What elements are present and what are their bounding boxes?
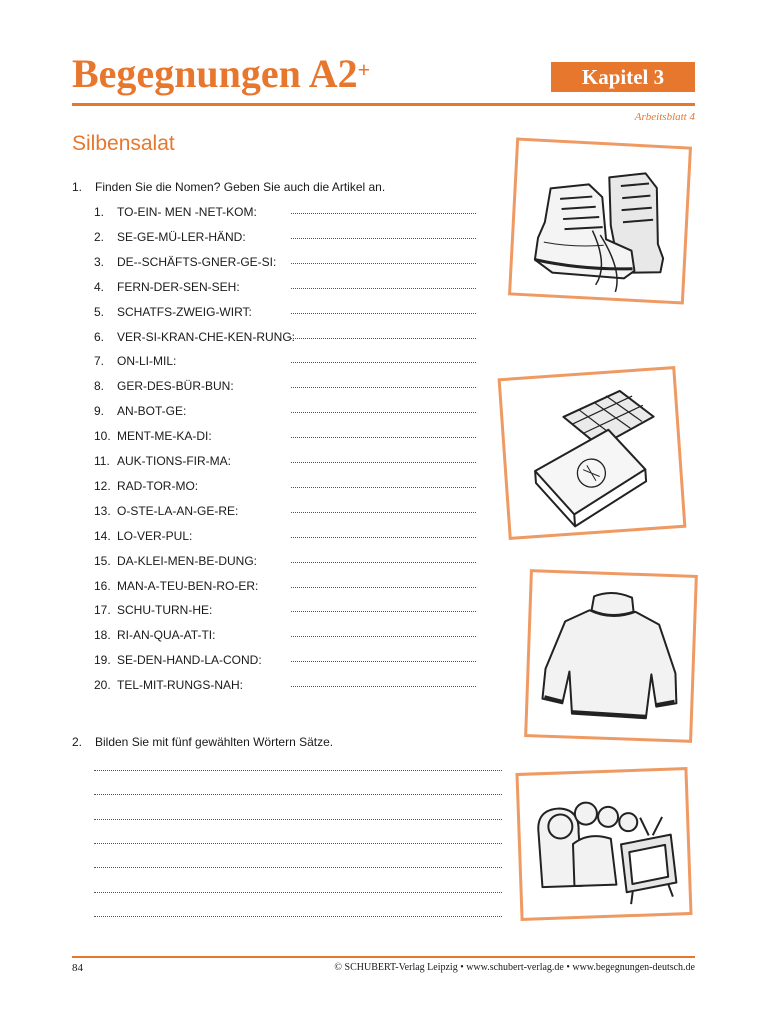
list-item <box>94 503 238 519</box>
sweater-illustration <box>527 572 695 740</box>
list-item <box>94 329 295 345</box>
list-item <box>94 652 262 668</box>
list-item <box>94 254 276 270</box>
item-syllables: AN-BOT-GE: <box>117 404 187 419</box>
answer-line[interactable] <box>291 313 476 314</box>
item-syllables: LO-VER-PUL: <box>117 528 193 543</box>
list-item <box>94 478 198 494</box>
list-item <box>94 453 231 469</box>
answer-line[interactable] <box>291 213 476 214</box>
task-2-instruction <box>72 735 333 749</box>
item-number: 7. <box>94 354 105 369</box>
item-number: 4. <box>94 279 105 294</box>
item-number: 12. <box>94 478 111 493</box>
shoes-illustration <box>511 141 689 302</box>
item-number: 6. <box>94 329 105 344</box>
answer-line[interactable] <box>291 636 476 637</box>
answer-line[interactable] <box>291 462 476 463</box>
item-syllables: SE-DEN-HAND-LA-COND: <box>117 653 262 668</box>
item-number: 3. <box>94 254 105 269</box>
answer-line[interactable] <box>291 512 476 513</box>
item-syllables: TEL-MIT-RUNGS-NAH: <box>117 678 243 693</box>
shoes-frame <box>508 138 692 305</box>
item-number: 19. <box>94 653 111 668</box>
item-syllables: DE--SCHÄFTS-GNER-GE-SI: <box>117 254 277 269</box>
worksheet-label: Arbeitsblatt 4 <box>634 111 695 123</box>
list-item <box>94 627 215 643</box>
list-item <box>94 602 212 618</box>
item-syllables: VER-SI-KRAN-CHE-KEN-RUNG: <box>117 329 296 344</box>
answer-line[interactable] <box>291 338 476 339</box>
writing-line[interactable] <box>94 819 502 820</box>
list-item <box>94 403 186 419</box>
item-number: 8. <box>94 379 105 394</box>
item-number: 17. <box>94 603 111 618</box>
page-number: 84 <box>72 962 83 974</box>
task-1-instruction <box>72 180 385 194</box>
item-syllables: AUK-TIONS-FIR-MA: <box>117 454 231 468</box>
header-divider <box>72 103 695 106</box>
item-number: 5. <box>94 304 105 319</box>
item-syllables: TO-EIN- MEN -NET-KOM: <box>117 205 257 219</box>
item-syllables: GER-DES-BÜR-BUN: <box>117 379 234 394</box>
book-title-text: Begegnungen A2 <box>72 51 358 96</box>
task-2-number: 2. <box>72 735 83 749</box>
list-item <box>94 528 192 544</box>
writing-line[interactable] <box>94 867 502 868</box>
chapter-badge: Kapitel 3 <box>551 62 695 92</box>
answer-line[interactable] <box>291 686 476 687</box>
task-1-text: Finden Sie die Nomen? Geben Sie auch die Artikel an. <box>95 180 386 194</box>
item-syllables: SCHATFS-ZWEIG-WIRT: <box>117 304 252 319</box>
answer-line[interactable] <box>291 487 476 488</box>
list-item <box>94 279 240 295</box>
answer-line[interactable] <box>291 611 476 612</box>
list-item <box>94 428 212 444</box>
family-watching-tv-illustration <box>519 770 690 918</box>
list-item <box>94 553 257 569</box>
list-item <box>94 353 176 369</box>
sweater-frame <box>524 569 698 743</box>
book-title <box>72 50 370 98</box>
item-number: 14. <box>94 528 111 543</box>
task-2-text: Bilden Sie mit fünf gewählten Wörtern Sätze. <box>95 735 334 749</box>
answer-line[interactable] <box>291 562 476 563</box>
item-syllables: DA-KLEI-MEN-BE-DUNG: <box>117 553 258 568</box>
book-title-superscript: + <box>357 57 371 82</box>
list-item <box>94 578 258 594</box>
item-number: 16. <box>94 578 111 593</box>
item-syllables: SE-GE-MÜ-LER-HÄND: <box>117 229 246 244</box>
item-syllables: MENT-ME-KA-DI: <box>117 429 212 444</box>
item-number: 2. <box>94 229 105 244</box>
answer-line[interactable] <box>291 362 476 363</box>
answer-line[interactable] <box>291 387 476 388</box>
item-number: 18. <box>94 628 111 643</box>
item-syllables: FERN-DER-SEN-SEH: <box>117 279 240 294</box>
answer-line[interactable] <box>291 537 476 538</box>
answer-line[interactable] <box>291 238 476 239</box>
chocolate-bar-illustration <box>501 369 683 537</box>
answer-line[interactable] <box>291 412 476 413</box>
answer-line[interactable] <box>291 437 476 438</box>
list-item <box>94 677 243 693</box>
item-syllables: RAD-TOR-MO: <box>117 478 199 493</box>
writing-line[interactable] <box>94 892 502 893</box>
answer-line[interactable] <box>291 263 476 264</box>
list-item <box>94 229 246 245</box>
item-syllables: RI-AN-QUA-AT-TI: <box>117 628 216 643</box>
item-syllables: O-STE-LA-AN-GE-RE: <box>117 503 239 518</box>
item-number: 15. <box>94 553 111 568</box>
list-item <box>94 378 234 394</box>
writing-line[interactable] <box>94 843 502 844</box>
publisher-credit: © SCHUBERT-Verlag Leipzig • www.schubert-verlag.de • www.begegnungen-deutsch.de <box>334 962 695 973</box>
item-number: 9. <box>94 404 105 419</box>
item-number: 13. <box>94 503 111 518</box>
answer-line[interactable] <box>291 587 476 588</box>
item-number: 11. <box>94 454 110 468</box>
item-number: 20. <box>94 678 111 693</box>
chocolate-frame <box>498 366 687 540</box>
answer-line[interactable] <box>291 661 476 662</box>
writing-line[interactable] <box>94 916 502 917</box>
item-syllables: SCHU-TURN-HE: <box>117 603 213 618</box>
answer-line[interactable] <box>291 288 476 289</box>
writing-line[interactable] <box>94 770 502 771</box>
item-syllables: MAN-A-TEU-BEN-RO-ER: <box>117 578 259 593</box>
footer-divider <box>72 956 695 958</box>
list-item <box>94 304 252 320</box>
list-item <box>94 204 257 220</box>
item-number: 1. <box>94 205 105 219</box>
item-syllables: ON-LI-MIL: <box>117 354 177 369</box>
section-title: Silbensalat <box>72 132 175 155</box>
tv-frame <box>515 767 692 921</box>
task-1-number: 1. <box>72 180 83 194</box>
item-number: 10. <box>94 429 111 444</box>
writing-line[interactable] <box>94 794 502 795</box>
